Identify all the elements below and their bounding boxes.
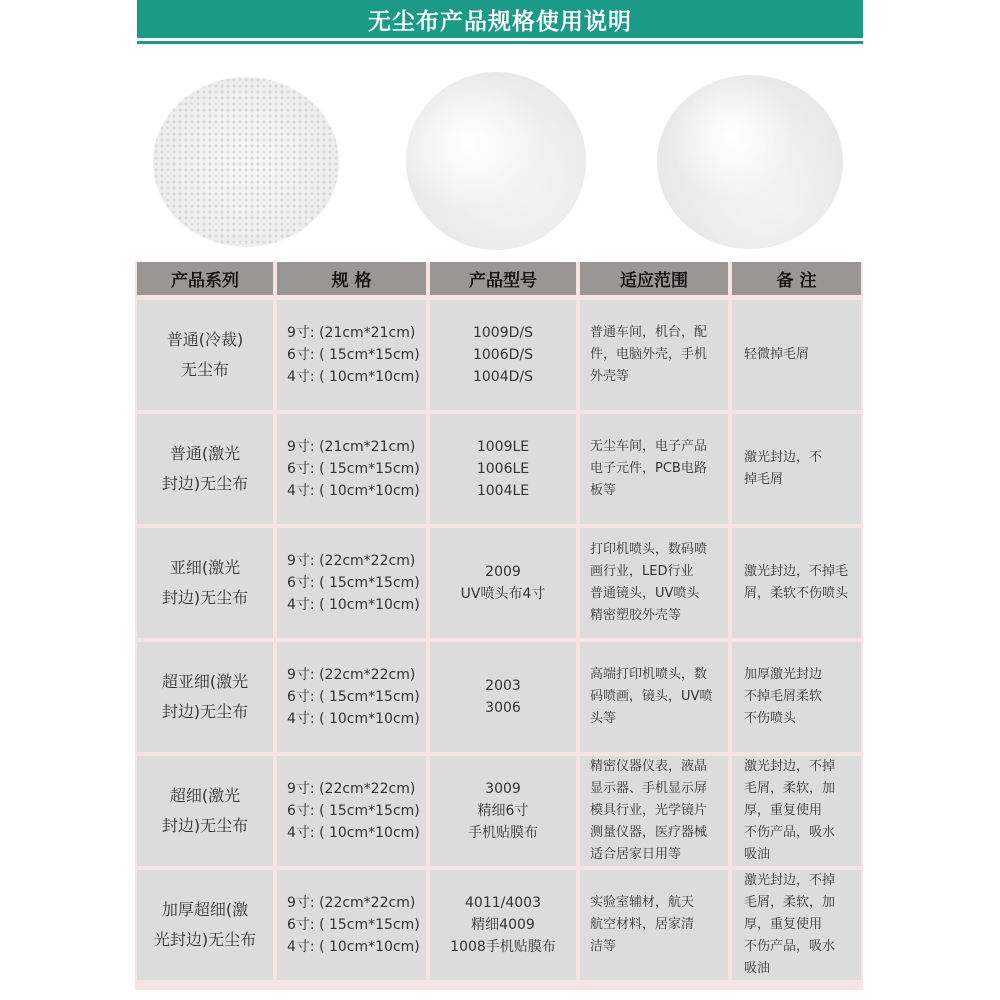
scope-text-line: 码喷画，镜头，UV喷 <box>590 689 713 704</box>
series-text-line: 封边)无尘布 <box>161 474 249 493</box>
header-label: 适应范围 <box>620 271 688 291</box>
row-1-scope-cell <box>580 300 728 410</box>
series-text-line: 封边)无尘布 <box>161 816 249 835</box>
row-5-scope-cell <box>580 756 728 866</box>
header-scope <box>580 262 728 295</box>
row-2-notes-cell <box>732 414 861 524</box>
row-4-model-cell <box>430 642 576 752</box>
row-5-notes-cell <box>732 756 861 866</box>
scope-text-line: 无尘车间，电子产品 <box>590 439 708 454</box>
header-label: 规 格 <box>331 271 372 291</box>
notes-text-line: 毛屑，柔软，加 <box>744 781 836 796</box>
header-label: 备 注 <box>776 271 817 291</box>
spec-text-line: 9寸: (22cm*22cm) <box>287 895 416 911</box>
spec-table <box>135 262 863 990</box>
series-text-line: 超亚细(激光 <box>161 672 249 691</box>
model-text-line: 3006 <box>485 700 521 716</box>
banner-underline <box>137 41 863 44</box>
model-text-line: 2009 <box>485 564 521 580</box>
spec-text-line: 6寸: ( 15cm*15cm) <box>287 461 420 477</box>
spec-text-line: 4寸: ( 10cm*10cm) <box>287 711 420 727</box>
row-2-series-cell <box>137 414 273 524</box>
row-1-notes-cell <box>732 300 861 410</box>
scope-text-line: 高端打印机喷头，数 <box>590 667 708 682</box>
model-text-line: 2003 <box>485 678 521 694</box>
row-4-scope-cell <box>580 642 728 752</box>
row-2-model-cell <box>430 414 576 524</box>
model-text-line: 手机贴膜布 <box>468 825 538 841</box>
row-3-model-cell <box>430 528 576 638</box>
notes-text-line: 吸油 <box>744 847 771 862</box>
header-label: 产品型号 <box>469 271 537 291</box>
row-6-spec-cell <box>277 870 426 980</box>
row-2-spec-cell <box>277 414 426 524</box>
notes-text-line: 不掉毛屑柔软 <box>744 689 823 704</box>
scope-text-line: 适合居家日用等 <box>590 847 682 862</box>
notes-text-line: 毛屑，柔软，加 <box>744 895 836 910</box>
spec-text-line: 6寸: ( 15cm*15cm) <box>287 803 420 819</box>
scope-text-line: 外壳等 <box>590 369 630 384</box>
notes-text-line: 吸油 <box>744 961 771 976</box>
notes-text-line: 不伤产品，吸水 <box>744 825 836 840</box>
spec-text-line: 4寸: ( 10cm*10cm) <box>287 597 420 613</box>
spec-text-line: 9寸: (21cm*21cm) <box>287 439 416 455</box>
model-text-line: 1009D/S <box>472 325 533 341</box>
scope-text-line: 板等 <box>590 483 617 498</box>
model-text-line: 1008手机贴膜布 <box>450 939 556 955</box>
series-text-line: 封边)无尘布 <box>161 702 249 721</box>
series-text-line: 超细(激光 <box>169 786 241 805</box>
notes-text-line: 轻微掉毛屑 <box>744 347 810 362</box>
row-3-series-cell <box>137 528 273 638</box>
spec-text-line: 9寸: (22cm*22cm) <box>287 553 416 569</box>
row-1-model-cell <box>430 300 576 410</box>
scope-text-line: 显示器、手机显示屏 <box>590 781 708 796</box>
scope-text-line: 精密塑胶外壳等 <box>590 608 682 623</box>
scope-text-line: 航空材料，居家清 <box>590 917 695 932</box>
row-2-scope-cell <box>580 414 728 524</box>
notes-text-line: 激光封边，不 <box>744 450 823 465</box>
scope-text-line: 洁等 <box>590 939 617 954</box>
model-text-line: UV喷头布4寸 <box>460 586 546 602</box>
row-3-notes-cell <box>732 528 861 638</box>
spec-text-line: 6寸: ( 15cm*15cm) <box>287 347 420 363</box>
model-text-line: 精细6寸 <box>477 803 529 819</box>
row-6-model-cell <box>430 870 576 980</box>
spec-text-line: 9寸: (22cm*22cm) <box>287 667 416 683</box>
scope-text-line: 普通镜头，UV喷头 <box>590 586 700 601</box>
spec-text-line: 4寸: ( 10cm*10cm) <box>287 483 420 499</box>
spec-text-line: 4寸: ( 10cm*10cm) <box>287 825 420 841</box>
notes-text-line: 掉毛屑 <box>744 472 784 487</box>
series-text-line: 亚细(激光 <box>169 558 241 577</box>
header-model <box>430 262 576 295</box>
scope-text-line: 打印机喷头，数码喷 <box>590 542 708 557</box>
notes-text-line: 厚，重复使用 <box>744 803 823 818</box>
model-text-line: 3009 <box>485 781 521 797</box>
scope-text-line: 头等 <box>590 711 617 726</box>
header-spec <box>277 262 426 295</box>
fabric-swatch-fine-dotted <box>153 77 339 247</box>
scope-text-line: 测量仪器，医疗器械 <box>590 825 708 840</box>
notes-text-line: 厚，重复使用 <box>744 917 823 932</box>
header-label: 产品系列 <box>171 271 239 291</box>
notes-text-line: 加厚激光封边 <box>744 667 823 682</box>
header-notes <box>732 262 861 295</box>
model-text-line: 精细4009 <box>471 917 535 933</box>
series-text-line: 光封边)无尘布 <box>153 930 257 949</box>
row-6-notes-cell <box>732 870 861 980</box>
scope-text-line: 画行业，LED行业 <box>590 564 694 579</box>
row-6-series-cell <box>137 870 273 980</box>
row-5-series-cell <box>137 756 273 866</box>
scope-text-line: 实验室辅材，航天 <box>590 895 695 910</box>
series-text-line: 普通(激光 <box>169 444 241 463</box>
spec-text-line: 6寸: ( 15cm*15cm) <box>287 917 420 933</box>
row-5-model-cell <box>430 756 576 866</box>
row-6-scope-cell <box>580 870 728 980</box>
series-text-line: 加厚超细(激 <box>161 900 249 919</box>
row-4-series-cell <box>137 642 273 752</box>
notes-text-line: 不伤产品，吸水 <box>744 939 836 954</box>
scope-text-line: 件，电脑外壳，手机 <box>590 347 708 362</box>
scope-text-line: 电子元件，PCB电路 <box>590 461 707 476</box>
model-text-line: 1006LE <box>476 461 530 477</box>
page-title: 无尘布产品规格使用说明 <box>368 8 632 35</box>
row-1-spec-cell <box>277 300 426 410</box>
row-3-spec-cell <box>277 528 426 638</box>
notes-text-line: 不伤喷头 <box>744 711 797 726</box>
model-text-line: 1004LE <box>476 483 530 499</box>
header-series <box>137 262 273 295</box>
title-banner <box>137 0 863 38</box>
row-3-scope-cell <box>580 528 728 638</box>
spec-text-line: 6寸: ( 15cm*15cm) <box>287 689 420 705</box>
spec-text-line: 4寸: ( 10cm*10cm) <box>287 369 420 385</box>
fabric-swatch-thick <box>657 75 843 249</box>
series-text-line: 封边)无尘布 <box>161 588 249 607</box>
spec-text-line: 9寸: (21cm*21cm) <box>287 325 416 341</box>
model-text-line: 1004D/S <box>472 369 533 385</box>
series-text-line: 普通(冷裁) <box>166 330 244 349</box>
series-text-line: 无尘布 <box>180 360 229 379</box>
notes-text-line: 激光封边，不掉 <box>744 873 836 888</box>
spec-text-line: 9寸: (22cm*22cm) <box>287 781 416 797</box>
model-text-line: 4011/4003 <box>465 895 541 911</box>
scope-text-line: 模具行业，光学镜片 <box>590 803 708 818</box>
notes-text-line: 激光封边，不掉毛 <box>744 564 849 579</box>
spec-text-line: 4寸: ( 10cm*10cm) <box>287 939 420 955</box>
notes-text-line: 激光封边，不掉 <box>744 759 836 774</box>
model-text-line: 1006D/S <box>472 347 533 363</box>
scope-text-line: 普通车间，机台，配 <box>590 325 708 340</box>
scope-text-line: 精密仪器仪表，液晶 <box>590 759 708 774</box>
fabric-swatch-soft <box>406 72 586 250</box>
row-4-spec-cell <box>277 642 426 752</box>
model-text-line: 1009LE <box>476 439 530 455</box>
row-1-series-cell <box>137 300 273 410</box>
row-4-notes-cell <box>732 642 861 752</box>
row-5-spec-cell <box>277 756 426 866</box>
notes-text-line: 屑，柔软不伤喷头 <box>744 586 849 601</box>
spec-text-line: 6寸: ( 15cm*15cm) <box>287 575 420 591</box>
